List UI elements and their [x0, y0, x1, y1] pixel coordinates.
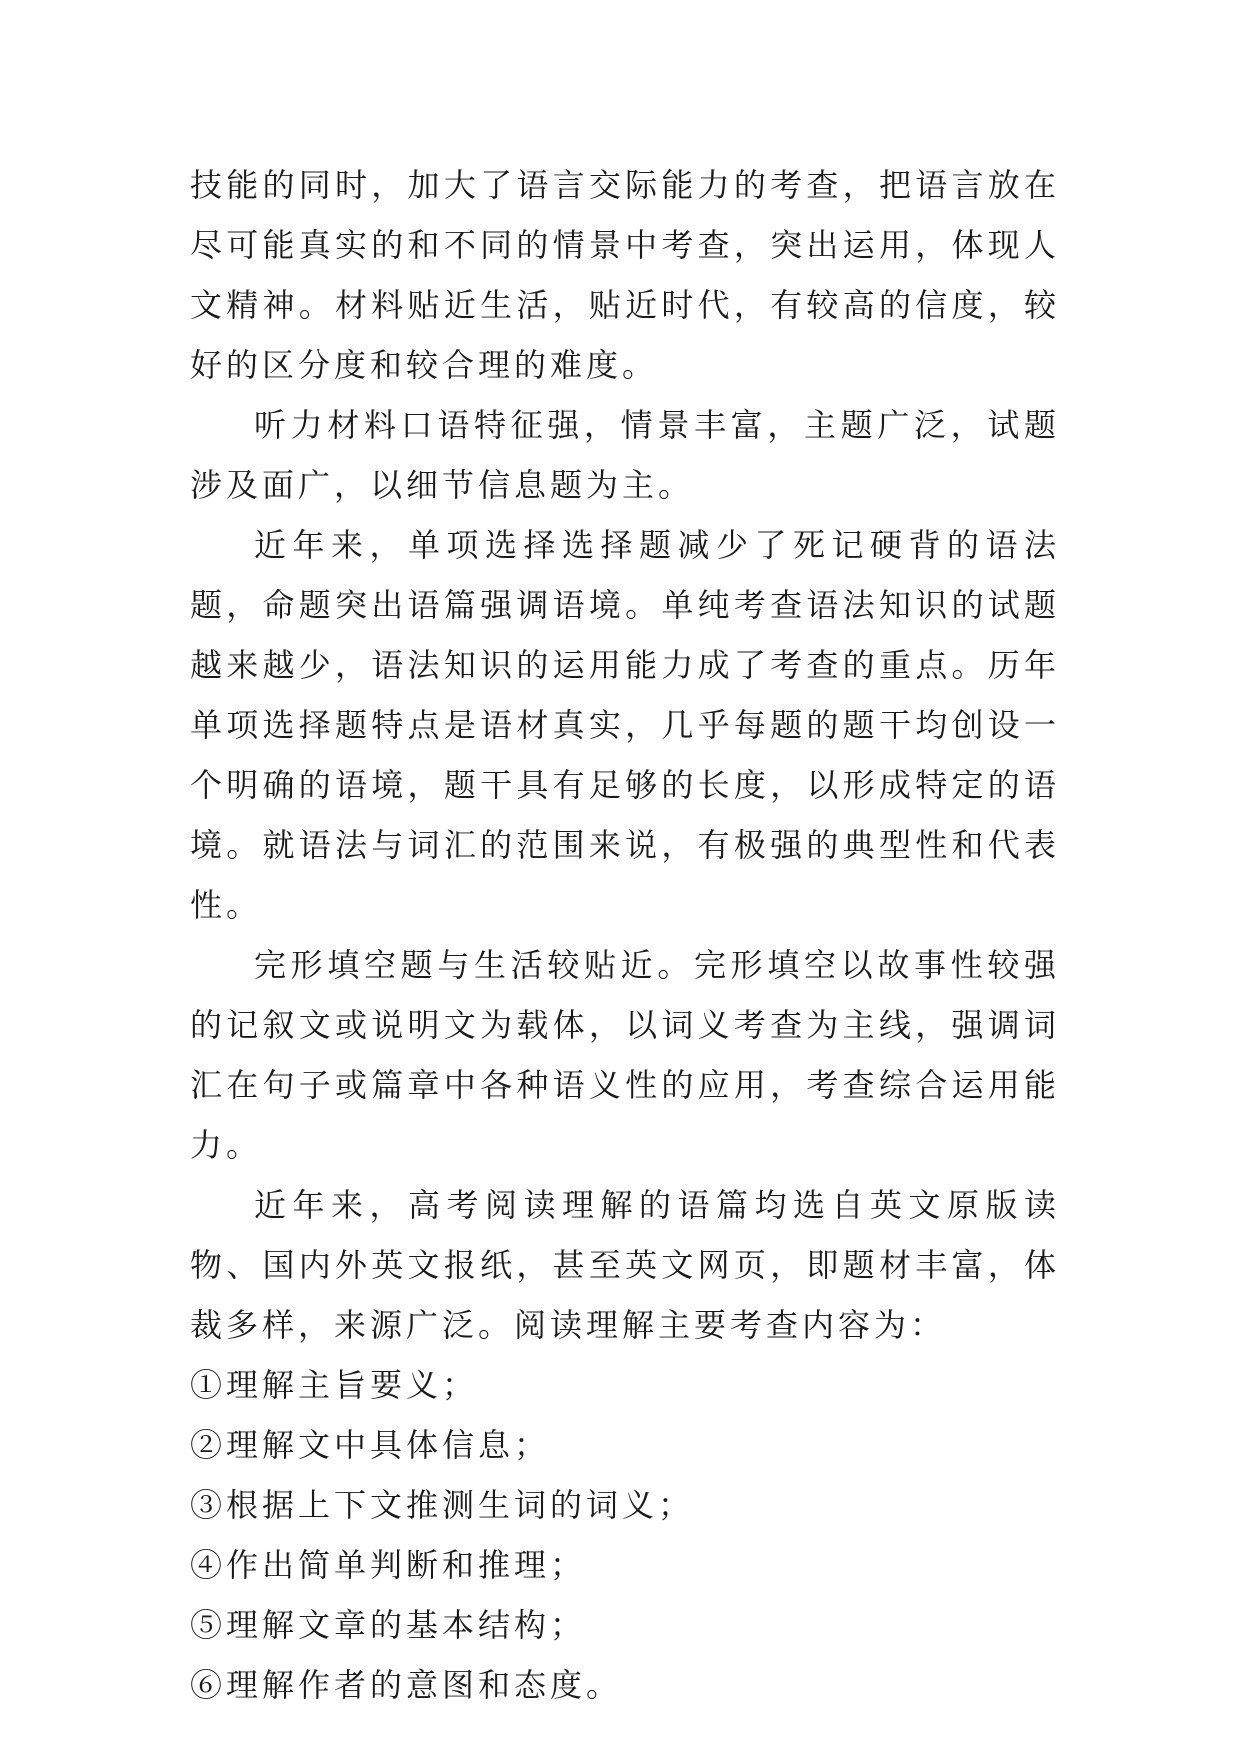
paragraph-cloze: 完形填空题与生活较贴近。完形填空以故事性较强的记叙文或说明文为载体，以词义考查为主线，强调词汇在句子或篇章中各种语义性的应用，考查综合运用能力。 [190, 946, 1060, 1164]
paragraph-listening: 听力材料口语特征强，情景丰富，主题广泛，试题涉及面广，以细节信息题为主。 [190, 406, 1060, 504]
list-item: ①理解主旨要义； [190, 1366, 479, 1404]
list-item: ②理解文中具体信息； [190, 1426, 551, 1464]
paragraph-continuation: 技能的同时，加大了语言交际能力的考查，把语言放在尽可能真实的和不同的情景中考查，突出运用，体现人文精神。材料贴近生活，贴近时代，有较高的信度，较好的区分度和较合理的难度。 [190, 166, 1060, 384]
list-item: ⑤理解文章的基本结构； [190, 1606, 587, 1644]
paragraph-reading: 近年来，高考阅读理解的语篇均选自英文原版读物、国内外英文报纸，甚至英文网页，即题材丰富，体裁多样，来源广泛。阅读理解主要考查内容为： [190, 1186, 1060, 1344]
list-item: ④作出简单判断和推理； [190, 1546, 587, 1584]
document-body [190, 155, 1060, 1715]
list-item: ③根据上下文推测生词的词义； [190, 1486, 695, 1524]
paragraph-single-choice: 近年来，单项选择选择题减少了死记硬背的语法题，命题突出语篇强调语境。单纯考查语法知识的试题越来越少，语法知识的运用能力成了考查的重点。历年单项选择题特点是语材真实，几乎每题的题干均创设一个明确的语境，题干具有足够的长度，以形成特定的语境。就语法与词汇的范围来说，有极强的典型性和代表性。 [190, 526, 1060, 924]
list-item: ⑥理解作者的意图和态度。 [190, 1666, 623, 1704]
